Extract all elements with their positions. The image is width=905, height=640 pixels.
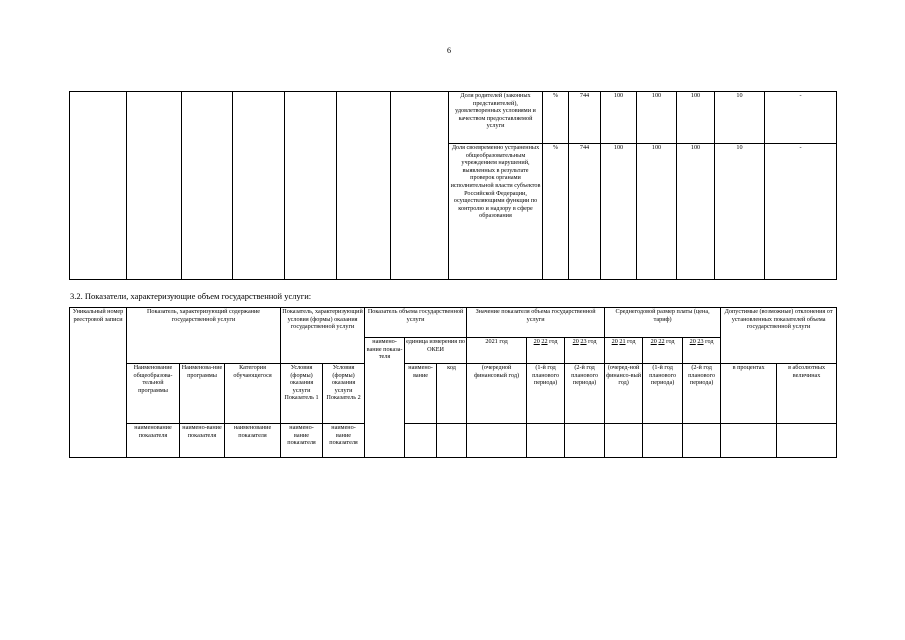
- empty-cell: [777, 424, 837, 458]
- empty-cell: [527, 424, 565, 458]
- value-year-plan1: 20 22 год: [527, 338, 565, 364]
- content-category: Категория обучающегося: [225, 364, 281, 424]
- page-number: 6: [447, 46, 451, 55]
- unit-code: код: [437, 364, 467, 424]
- condition-2: Условия (формы) оказания услуги Показатель 2: [323, 364, 365, 424]
- header-fee: Среднегодовой размер платы (цена, тариф): [605, 308, 721, 338]
- okei-code: 744: [569, 92, 601, 144]
- volume-indicator-name: наимено-вание показа-теля: [365, 338, 405, 458]
- empty-cell: [337, 92, 391, 280]
- content-program: Наименование общеобразова-тельной программы: [127, 364, 180, 424]
- value-2023: 100: [677, 144, 715, 280]
- empty-cell: [643, 424, 683, 458]
- indicator-name-label: наимено-вание показателя: [323, 424, 365, 458]
- unit: %: [543, 144, 569, 280]
- value-2023: 100: [677, 92, 715, 144]
- deviation-absolute: -: [765, 144, 837, 280]
- indicator-name-label: наименование показателя: [225, 424, 281, 458]
- fee-year-plan2: 20 23 год: [683, 338, 721, 364]
- fee-year-current: 20 21 год: [605, 338, 643, 364]
- empty-cell: [391, 92, 449, 280]
- header-content: Показатель, характеризующий содержание государственной услуги: [127, 308, 281, 364]
- empty-cell: [182, 92, 233, 280]
- period-plan2: (2-й год планового периода): [565, 364, 605, 424]
- deviation-percent-header: в процентах: [721, 364, 777, 424]
- deviation-absolute-header: в абсолютных величинах: [777, 364, 837, 424]
- condition-1: Условия (формы) оказания услуги Показатель 1: [281, 364, 323, 424]
- header-volume: Показатель объема государственной услуги: [365, 308, 467, 338]
- indicator-name-label: наименование показателя: [127, 424, 180, 458]
- indicator-name-label: наимено-вание показателя: [180, 424, 225, 458]
- indicator-name: Доля своевременно устраненных общеобразовательным учреждением нарушений, выявленных в результате проверок органами исполнительной власти субъектов Российской Федерации, осуществляющими функции по контролю и надзору в сфере образования: [449, 144, 543, 280]
- empty-cell: [467, 424, 527, 458]
- section-title: 3.2. Показатели, характеризующие объем государственной услуги:: [70, 291, 312, 301]
- value-2021: 100: [601, 92, 637, 144]
- unit-name: наимено-вание: [405, 364, 437, 424]
- okei-code: 744: [569, 144, 601, 280]
- header-deviation: Допустимые (возможные) отклонения от установленных показателей объема государственной услуги: [721, 308, 837, 364]
- empty-cell: [127, 92, 182, 280]
- indicator-name-label: наимено-вание показателя: [281, 424, 323, 458]
- deviation-percent: 10: [715, 144, 765, 280]
- unit: %: [543, 92, 569, 144]
- deviation-percent: 10: [715, 92, 765, 144]
- value-year-current: 2021 год: [467, 338, 527, 364]
- empty-cell: [70, 92, 127, 280]
- fee-period-current: (очеред-ной финансо-вый год): [605, 364, 643, 424]
- value-year-plan2: 20 23 год: [565, 338, 605, 364]
- fee-year-plan1: 20 22 год: [643, 338, 683, 364]
- header-unique-number: Уникальный номер реестровой записи: [70, 308, 127, 458]
- fee-period-plan2: (2-й год планового периода): [683, 364, 721, 424]
- empty-cell: [683, 424, 721, 458]
- indicator-name: Доля родителей (законных представителей), удовлетворенных условиями и качеством предоставляемой услуги: [449, 92, 543, 144]
- empty-cell: [565, 424, 605, 458]
- quality-indicators-table: [69, 91, 837, 280]
- empty-cell: [233, 92, 285, 280]
- value-2021: 100: [601, 144, 637, 280]
- period-plan1: (1-й год планового периода): [527, 364, 565, 424]
- period-current: (очередной финансовый год): [467, 364, 527, 424]
- value-2022: 100: [637, 92, 677, 144]
- empty-cell: [405, 424, 437, 458]
- content-program-2: Наименова-ние программы: [180, 364, 225, 424]
- volume-unit: единица измерения по ОКЕИ: [405, 338, 467, 364]
- empty-cell: [437, 424, 467, 458]
- deviation-absolute: -: [765, 92, 837, 144]
- volume-indicators-table: [69, 307, 837, 458]
- empty-cell: [605, 424, 643, 458]
- empty-cell: [285, 92, 337, 280]
- fee-period-plan1: (1-й год планового периода): [643, 364, 683, 424]
- header-conditions: Показатель, характеризующий условия (формы) оказания государственной услуги: [281, 308, 365, 364]
- header-value: Значение показателя объема государственной услуги: [467, 308, 605, 338]
- empty-cell: [721, 424, 777, 458]
- value-2022: 100: [637, 144, 677, 280]
